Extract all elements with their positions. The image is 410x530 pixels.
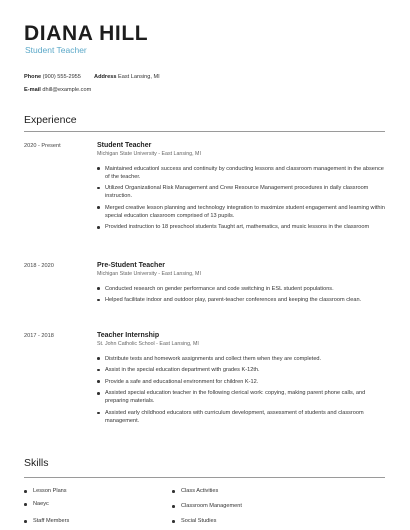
contact-line-1	[24, 74, 160, 80]
job-bullet: Conducted research on gender performance and code switching in ESL student populations.	[97, 285, 386, 293]
address-value: East Lansing, MI	[118, 74, 160, 80]
job-bullet: Maintained educationl success and continuity by conducting lessons and classroom management in the absence of the teacher.	[97, 165, 386, 181]
skill-item: Lesson Plans	[24, 488, 67, 494]
skill-item: Classroom Management	[172, 503, 242, 509]
job-details	[97, 332, 386, 428]
job-bullet: Helped facilitate indoor and outdoor play, parent-teacher conferences and keeping the classroom clean.	[97, 296, 386, 304]
experience-heading: Experience	[24, 114, 77, 126]
skills-heading: Skills	[24, 457, 49, 469]
job-dates: 2020 - Present	[24, 143, 61, 149]
email-label: E-mail	[24, 87, 41, 93]
experience-divider	[24, 131, 385, 132]
job-bullets	[97, 285, 386, 305]
skill-item: Naeyc	[24, 501, 49, 507]
job-bullet: Assisted early childhood educators with curriculum development, assessment of students and classroom management.	[97, 409, 386, 425]
job-organization: St. John Catholic School - East Lansing, MI	[97, 340, 199, 347]
address-label: Address	[94, 74, 117, 80]
candidate-name: DIANA HILL	[24, 22, 149, 45]
job-bullet: Provide a safe and educational environment for children K-12.	[97, 378, 386, 386]
job-bullets	[97, 165, 386, 232]
skill-item: Staff Members	[24, 518, 69, 524]
job-dates: 2017 - 2018	[24, 333, 54, 339]
job-title: Student Teacher	[97, 142, 152, 149]
job-bullet: Provided instruction to 18 preschool students Taught art, mathematics, and music lessons in the classroom	[97, 223, 386, 231]
job-details	[97, 142, 386, 235]
skills-divider	[24, 477, 385, 478]
job-bullet: Assist in the special education department with grades K-12th.	[97, 366, 386, 374]
job-details	[97, 262, 386, 308]
candidate-title: Student Teacher	[25, 45, 87, 55]
job-bullet: Utilized Organizational Risk Management and Crew Resource Management procedures in daily classroom instruction.	[97, 184, 386, 200]
email-value: dhill@example.com	[42, 87, 92, 93]
phone-value: (900) 555-2955	[42, 74, 81, 80]
job-organization: Michigan State University - East Lansing, MI	[97, 270, 201, 277]
skill-item: Social Studies	[172, 518, 216, 524]
job-title: Teacher Internship	[97, 332, 160, 339]
contact-line-2	[24, 87, 91, 93]
job-organization: Michigan State University - East Lansing, MI	[97, 150, 201, 157]
job-title: Pre-Student Teacher	[97, 262, 165, 269]
skill-item: Class Activities	[172, 488, 218, 494]
job-dates: 2018 - 2020	[24, 263, 54, 269]
phone-label: Phone	[24, 74, 42, 80]
job-bullets	[97, 355, 386, 425]
job-bullet: Distribute tests and homework assignments and collect them when they are completed.	[97, 355, 386, 363]
job-bullet: Assisted special education teacher in the following clerical work: copying, making parent phone calls, and preparing materials.	[97, 389, 386, 405]
job-bullet: Merged creative lesson planning and technology integration to maximize student engagement and learning within special education classroom comprised of 13 pupils.	[97, 204, 386, 220]
